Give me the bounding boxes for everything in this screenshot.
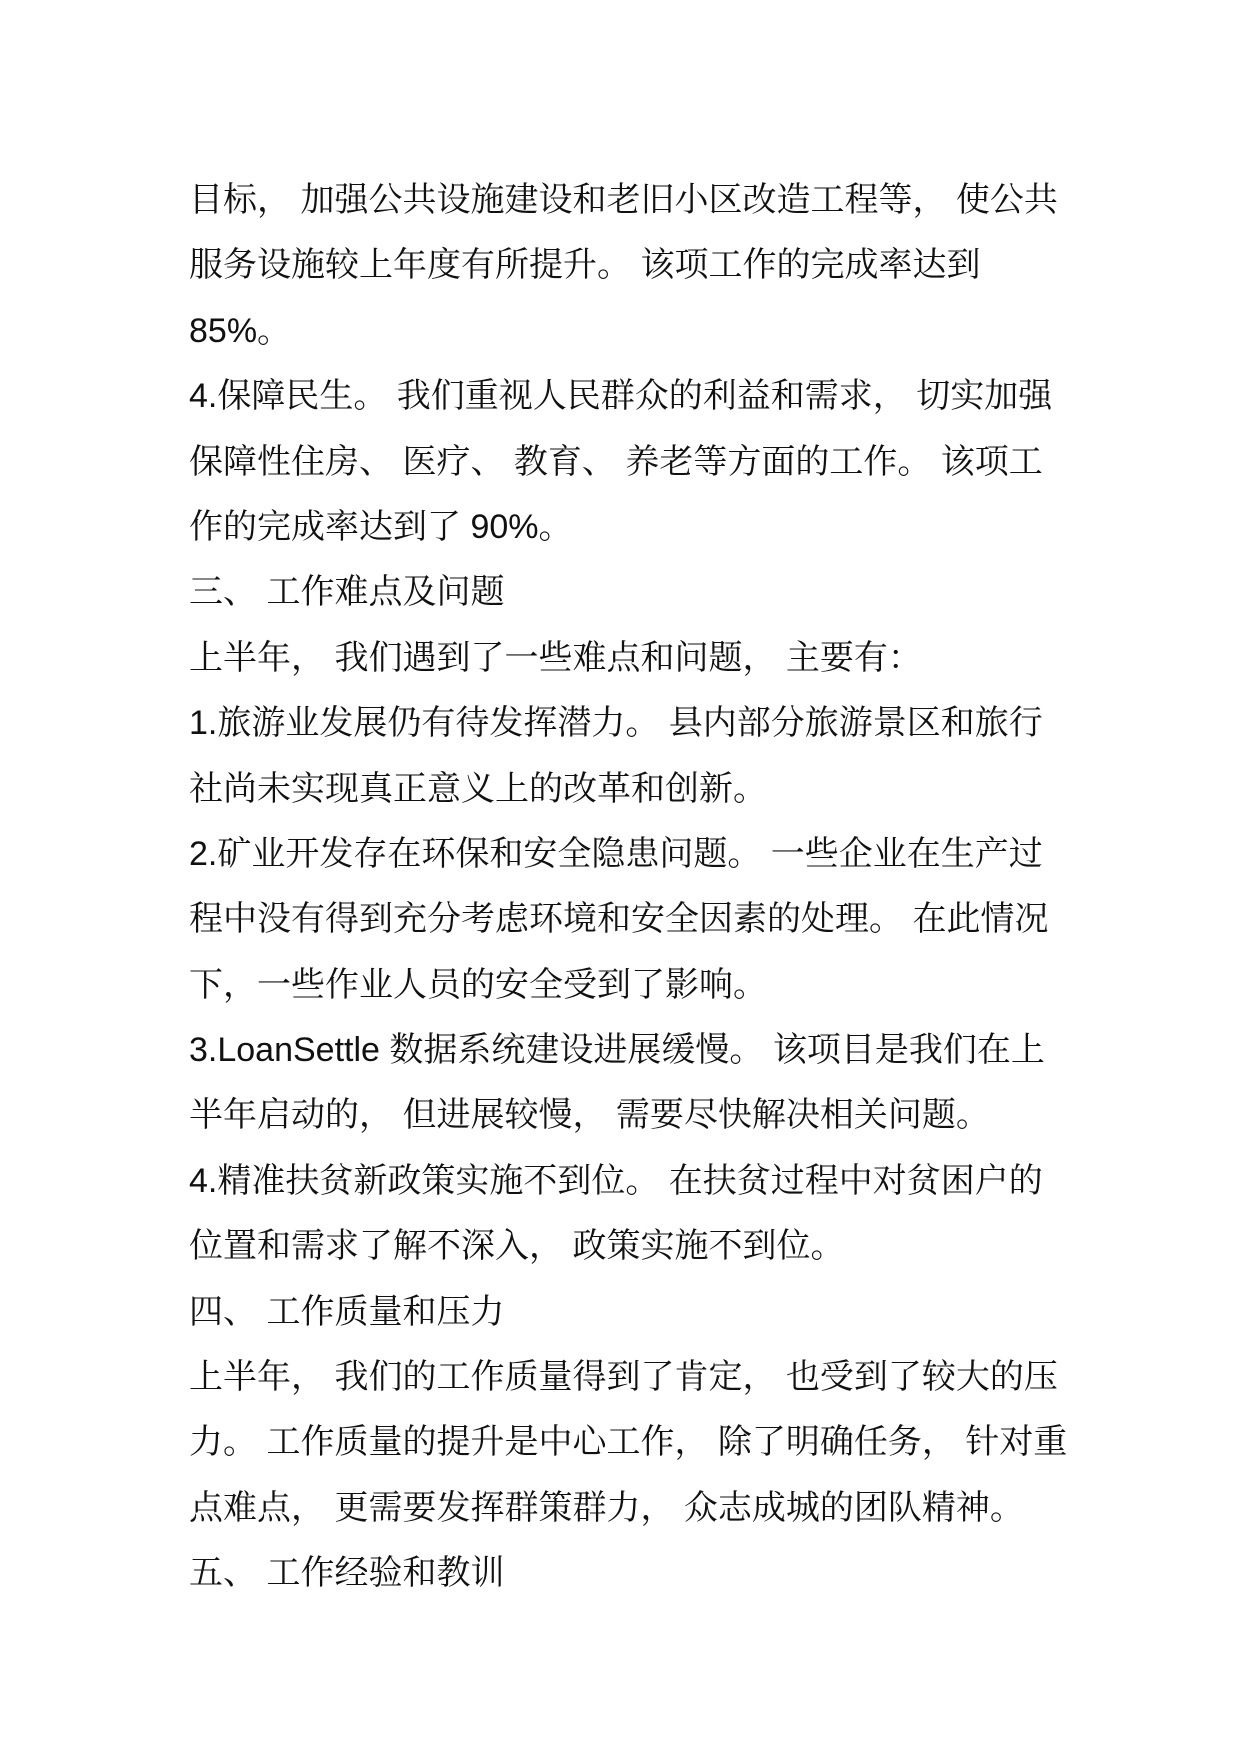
text-line: 目标， 加强公共设施建设和老旧小区改造工程等， 使公共 <box>189 181 1058 219</box>
list-item <box>189 1149 1199 1280</box>
text-line: 4.保障民生。 我们重视人民群众的利益和需求， 切实加强 <box>189 377 1053 416</box>
text-line: 力。 工作质量的提升是中心工作， 除了明确任务， 针对重 <box>189 1423 1068 1462</box>
text-line: 保障性住房、 医疗、 教育、 养老等方面的工作。 该项工 <box>189 442 1043 481</box>
text-line: 上半年， 我们的工作质量得到了肯定， 也受到了较大的压 <box>189 1358 1058 1397</box>
text-line: 85%。 <box>189 311 292 350</box>
document-body <box>189 168 1199 1607</box>
section-intro: 上半年， 我们遇到了一些难点和问题， 主要有： <box>189 638 922 677</box>
text-line: 3.LoanSettle 数据系统建设进展缓慢。 该项目是我们在上 <box>189 1031 1045 1070</box>
list-item <box>189 822 1199 1018</box>
list-item <box>189 364 1199 560</box>
list-item <box>189 691 1199 822</box>
text-line: 半年启动的， 但进展较慢， 需要尽快解决相关问题。 <box>189 1096 990 1135</box>
text-line: 2.矿业开发存在环保和安全隐患问题。 一些企业在生产过 <box>189 834 1043 873</box>
text-line: 程中没有得到充分考虑环境和安全因素的处理。 在此情况 <box>189 900 1049 939</box>
text-line: 1.旅游业发展仍有待发挥潜力。 县内部分旅游景区和旅行 <box>189 704 1043 743</box>
section-heading: 五、 工作经验和教训 <box>189 1554 505 1593</box>
section-heading: 三、 工作难点及问题 <box>189 573 505 612</box>
section-difficulties <box>189 560 1199 1279</box>
text-line: 4.精准扶贫新政策实施不到位。 在扶贫过程中对贫困户的 <box>189 1161 1043 1200</box>
section-experience-lessons <box>189 1541 1199 1606</box>
list-item <box>189 1018 1199 1149</box>
text-line: 下，一些作业人员的安全受到了影响。 <box>189 965 767 1004</box>
text-line: 社尚未实现真正意义上的改革和创新。 <box>189 769 767 808</box>
paragraph <box>189 1345 1199 1541</box>
text-line: 服务设施较上年度有所提升。 该项工作的完成率达到 <box>189 246 981 285</box>
text-line: 位置和需求了解不深入， 政策实施不到位。 <box>189 1227 845 1266</box>
section-quality-pressure <box>189 1280 1199 1542</box>
section-heading: 四、 工作质量和压力 <box>189 1292 505 1331</box>
text-line: 作的完成率达到了 90%。 <box>189 507 573 546</box>
paragraph <box>189 168 1199 364</box>
text-line: 点难点， 更需要发挥群策群力， 众志成城的团队精神。 <box>189 1488 1024 1527</box>
